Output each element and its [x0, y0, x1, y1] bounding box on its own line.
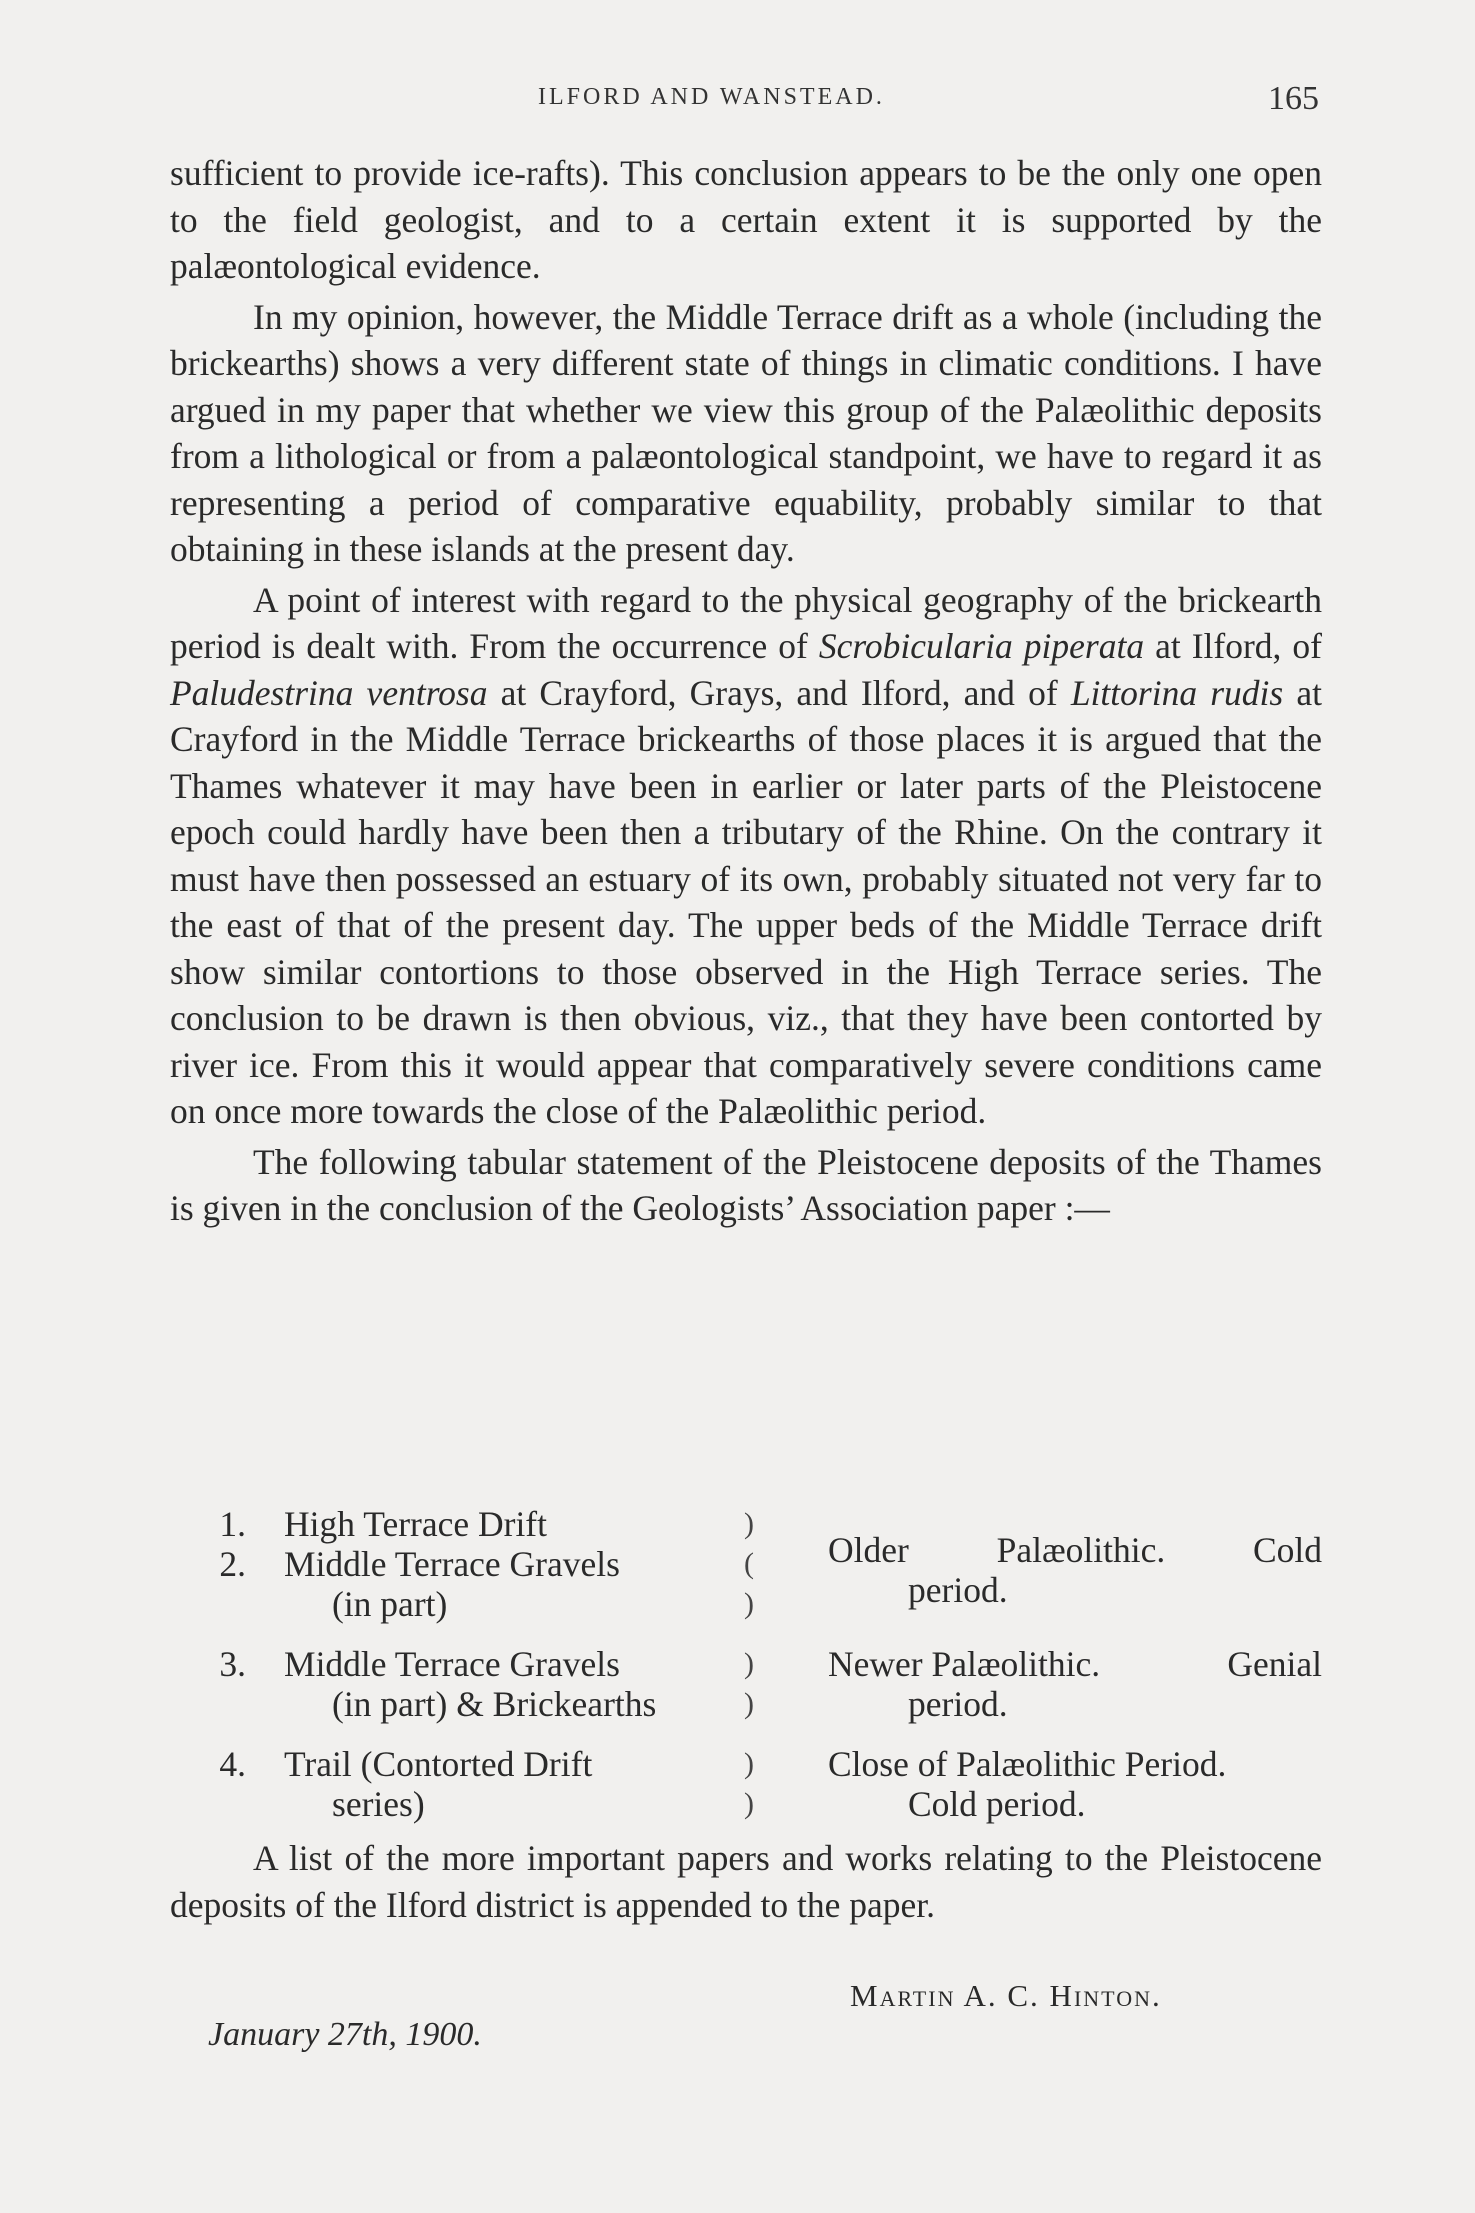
period-classification — [828, 1744, 1322, 1824]
paragraph-1: sufficient to provide ice-rafts). This conclusion appears to be the only one open to the field geologist, and to a certain extent it is supported by the palæontological evidence. — [170, 153, 1322, 286]
period-word: Older — [828, 1530, 909, 1570]
period-word: Cold — [1252, 1530, 1322, 1570]
deposit-line: (in part) — [332, 1584, 448, 1624]
running-head: ILFORD AND WANSTEAD. — [538, 84, 885, 110]
paragraph-3 — [170, 577, 1322, 1135]
body-text — [170, 150, 1322, 1232]
period-line: period. — [908, 1570, 1008, 1610]
paragraph-4: The following tabular statement of the Pleistocene deposits of the Thames is given in the conclusion of the Geologists’ Association paper :— — [170, 1141, 1322, 1228]
table-row — [170, 1744, 1322, 1828]
deposits-table — [170, 1504, 1322, 1828]
period-word: Palæolithic. — [996, 1530, 1166, 1570]
paragraph-3-text-a: A point of interest with regard to the physical geography of the brickearth period is dealt with. From the occurrence of — [170, 579, 1322, 666]
species-name-paludestrina: Paludestrina ventrosa — [170, 672, 488, 713]
deposit-description — [284, 1744, 704, 1824]
date-line: January 27th, 1900. — [208, 2016, 482, 2053]
brace-glyph: ) ( ) — [744, 1507, 754, 1620]
page-number: 165 — [1268, 80, 1319, 117]
deposit-line: High Terrace Drift — [284, 1504, 547, 1544]
paragraph-3-text-c: at Crayford, Grays, and Ilford, and of — [487, 672, 1071, 713]
period-classification — [828, 1530, 1322, 1610]
table-row — [170, 1504, 1322, 1628]
species-name-littorina: Littorina rudis — [1070, 672, 1284, 713]
closing-paragraph — [170, 1835, 1322, 1928]
period-line: Cold period. — [908, 1784, 1086, 1824]
brace-glyph: ) ) — [744, 1747, 754, 1820]
row-number — [206, 1504, 246, 1584]
deposit-line: Trail (Contorted Drift — [284, 1744, 593, 1784]
period-classification — [828, 1644, 1322, 1724]
deposit-line: Middle Terrace Gravels — [284, 1544, 620, 1584]
deposit-description — [284, 1644, 704, 1724]
row-number-2: 2. — [219, 1544, 246, 1584]
period-line: period. — [908, 1684, 1008, 1724]
deposit-line: series) — [332, 1784, 425, 1824]
period-word: Newer Palæolithic. — [828, 1644, 1101, 1684]
author-signature: Martin A. C. Hinton. — [850, 1978, 1162, 2013]
paragraph-2: In my opinion, however, the Middle Terrace drift as a whole (including the brickearths) shows a very different state of things in climatic conditions. I have argued in my paper that whether we view this group of the Palæolithic deposits from a lithological or from a palæontological standpoint, we have to regard it as representing a period of comparative equability, probably similar to that obtaining in these islands at the present day. — [170, 296, 1322, 569]
deposit-description — [284, 1504, 704, 1624]
period-line — [828, 1644, 1322, 1684]
species-name-scrobicularia: Scrobicularia piperata — [818, 626, 1145, 666]
brace-glyph: ) ) — [744, 1647, 754, 1720]
row-number: 4. — [219, 1744, 246, 1784]
row-number: 3. — [219, 1644, 246, 1684]
deposit-line: Middle Terrace Gravels — [284, 1644, 620, 1684]
deposit-line: (in part) & Brickearths — [332, 1684, 657, 1724]
paragraph-3-text-d: at Crayford in the Middle Terrace brickearths of those places it is argued that the Thames whatever it may have been in earlier or later parts of the Pleistocene epoch could hardly have been then a tributary of the Rhine. On the contrary it must have then possessed an estuary of its own, probably situated not very far to the east of that of the present day. The upper beds of the Middle Terrace drift show similar contortions to those observed in the High Terrace series. The conclusion to be drawn is then obvious, viz., that they have been contorted by river ice. From this it would appear that comparatively severe conditions came on once more towards the close of the Palæolithic period. — [170, 672, 1322, 1131]
period-line: Close of Palæolithic Period. — [828, 1744, 1227, 1784]
closing-text: A list of the more important papers and works relating to the Pleistocene deposits of the Ilford district is appended to the paper. — [170, 1838, 1322, 1925]
row-number-1: 1. — [219, 1504, 246, 1544]
table-row — [170, 1644, 1322, 1728]
period-word: Genial — [1227, 1644, 1322, 1684]
period-line — [828, 1530, 1322, 1570]
paragraph-3-text-b: at Ilford, of — [1144, 626, 1322, 666]
